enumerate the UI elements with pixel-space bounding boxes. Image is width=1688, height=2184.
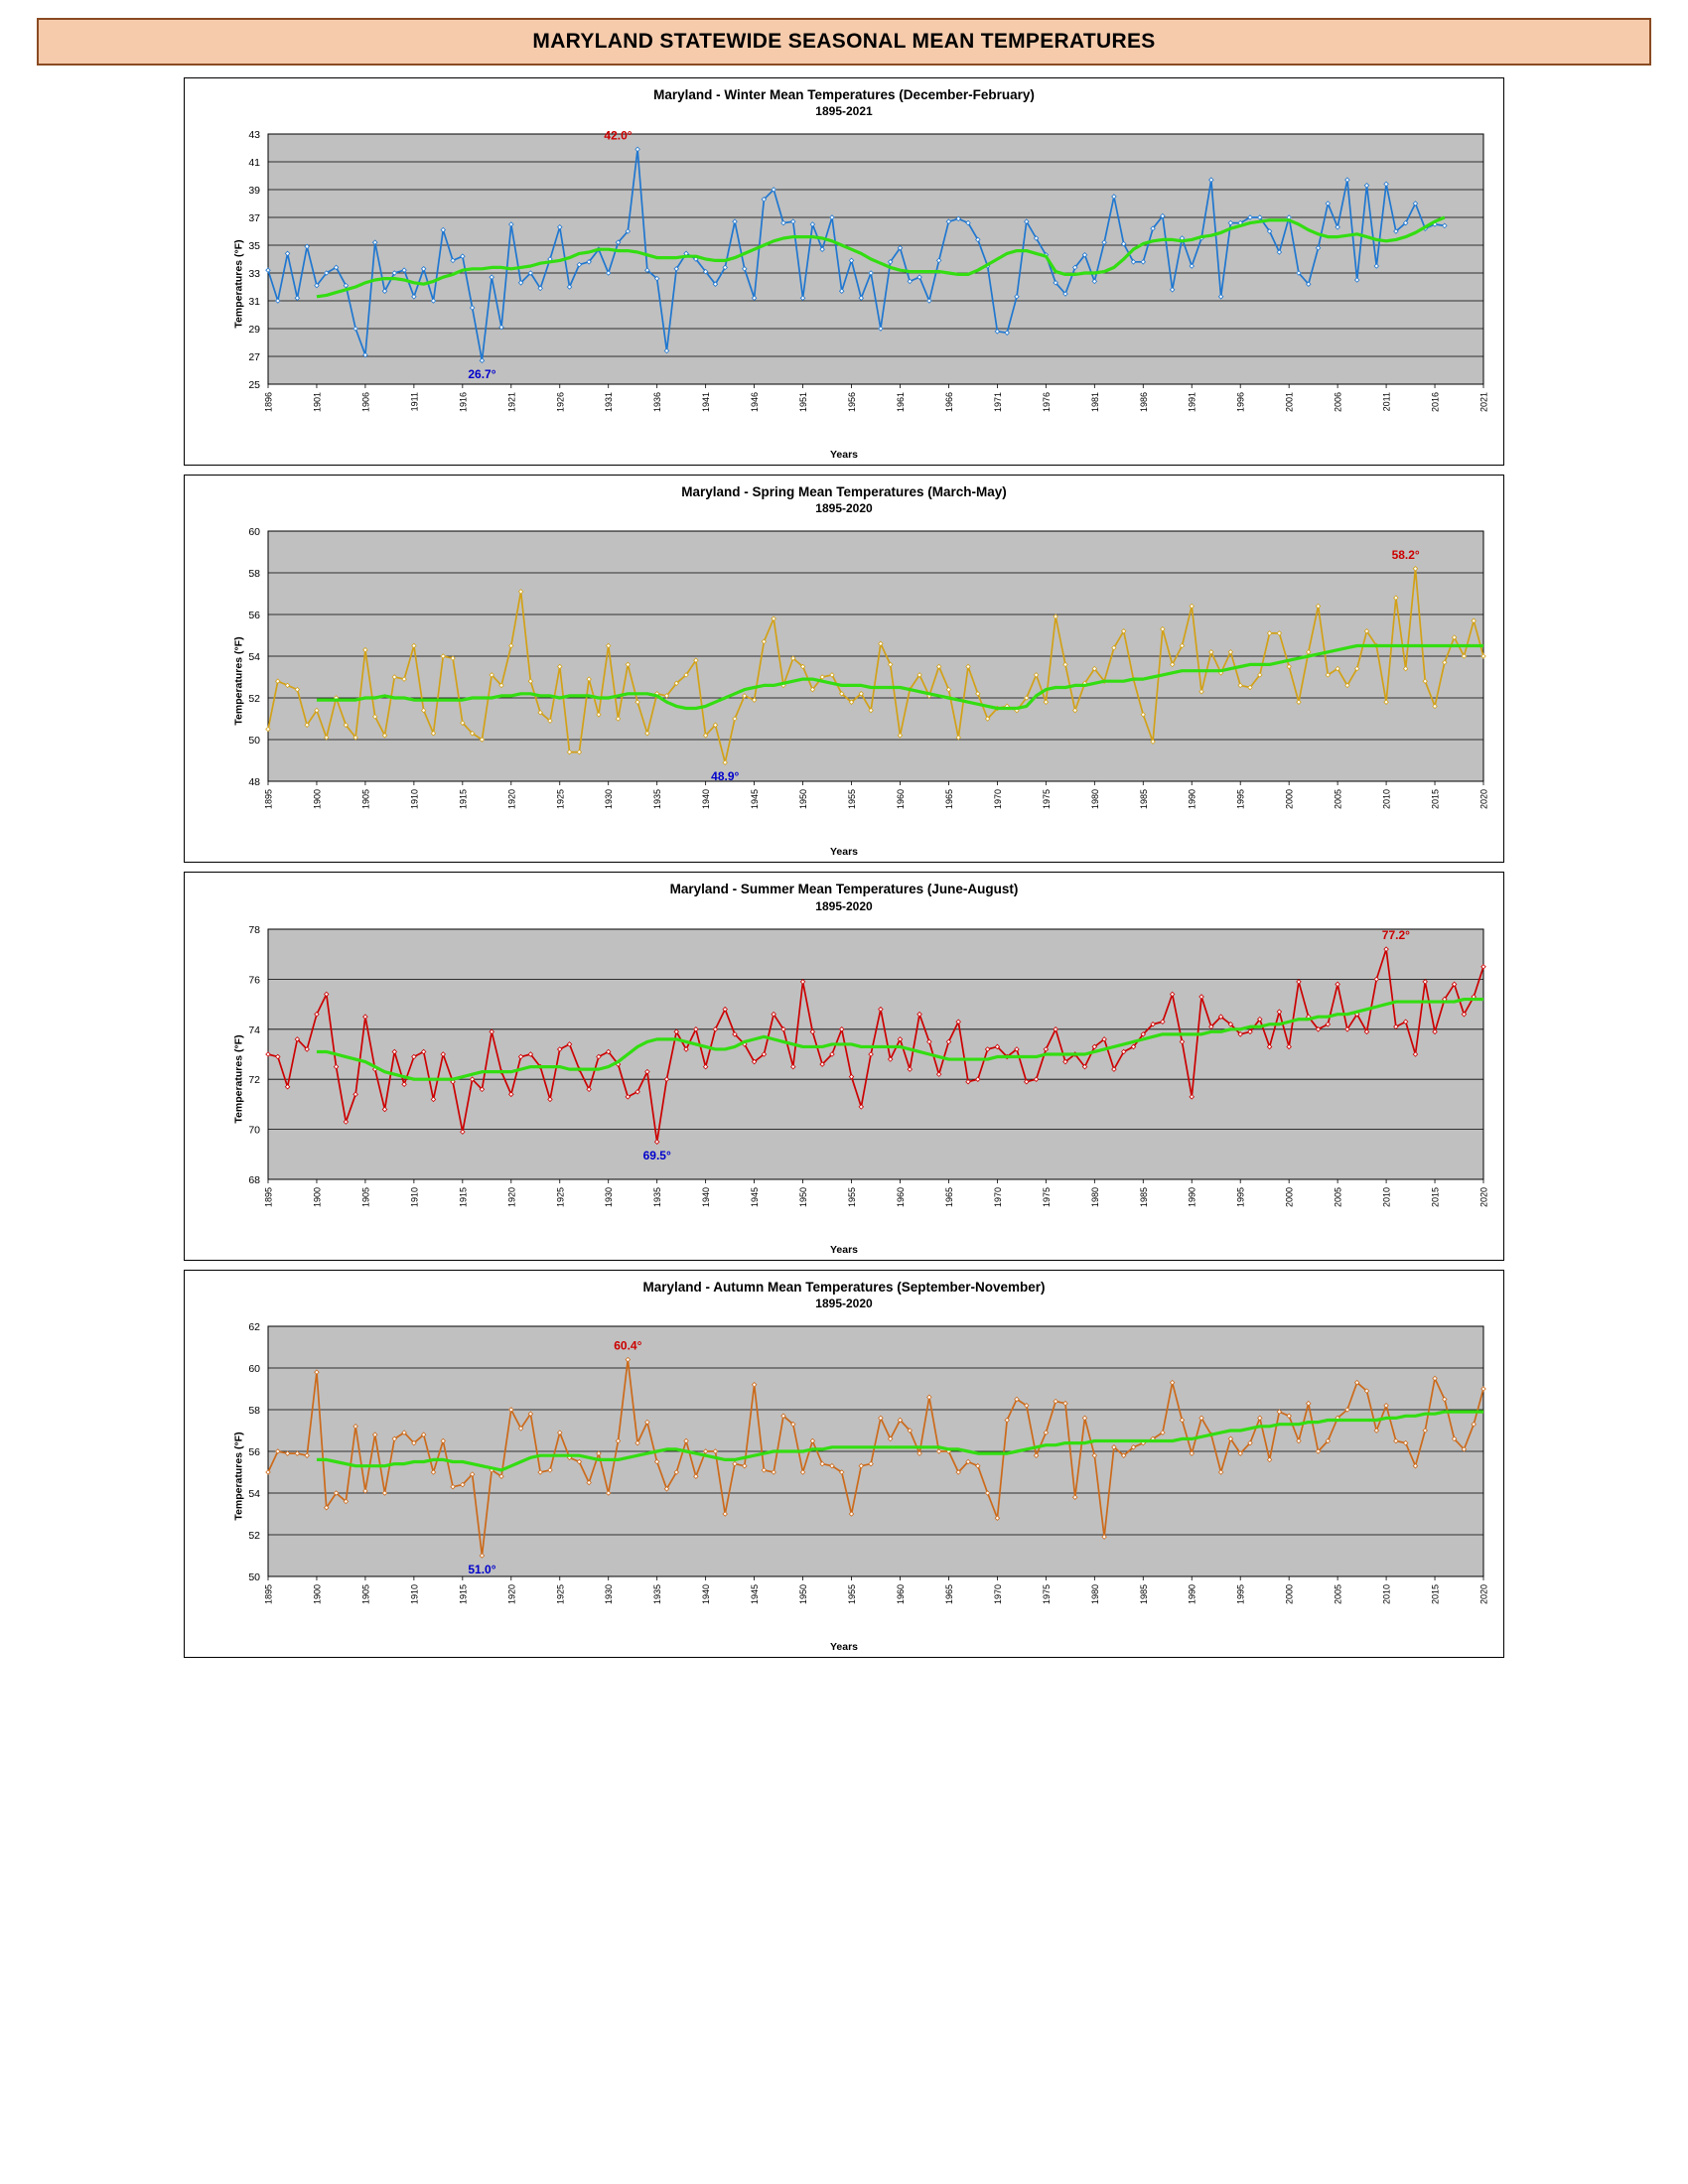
chart-subtitle-spring: 1895-2020 <box>815 501 873 516</box>
svg-text:48.9°: 48.9° <box>711 769 740 784</box>
svg-text:1980: 1980 <box>1089 789 1100 810</box>
svg-text:1960: 1960 <box>895 1186 906 1207</box>
svg-text:56: 56 <box>248 610 260 622</box>
svg-text:76: 76 <box>248 974 260 987</box>
svg-text:51.0°: 51.0° <box>468 1562 496 1576</box>
svg-text:1985: 1985 <box>1138 1583 1149 1604</box>
svg-text:1995: 1995 <box>1235 1583 1246 1604</box>
svg-text:1961: 1961 <box>895 392 906 413</box>
svg-text:26.7°: 26.7° <box>468 367 496 382</box>
x-axis-label-summer: Years <box>829 1243 859 1256</box>
svg-text:1980: 1980 <box>1089 1186 1100 1207</box>
svg-text:1950: 1950 <box>798 1186 809 1207</box>
svg-text:68: 68 <box>248 1173 260 1186</box>
svg-text:2005: 2005 <box>1333 789 1343 810</box>
svg-text:1935: 1935 <box>652 789 663 810</box>
svg-text:1920: 1920 <box>506 1186 517 1207</box>
y-axis-label-winter: Temperatures (°F) <box>232 239 245 329</box>
svg-text:1920: 1920 <box>506 1583 517 1604</box>
svg-text:1925: 1925 <box>555 789 566 810</box>
svg-text:27: 27 <box>248 351 260 364</box>
svg-text:50: 50 <box>248 1570 260 1583</box>
svg-text:1910: 1910 <box>409 789 420 810</box>
svg-text:60.4°: 60.4° <box>614 1338 642 1353</box>
svg-text:1956: 1956 <box>847 392 858 413</box>
svg-text:1970: 1970 <box>992 789 1003 810</box>
svg-text:1945: 1945 <box>750 789 761 810</box>
svg-text:1965: 1965 <box>943 1186 954 1207</box>
svg-text:37: 37 <box>248 212 260 225</box>
svg-text:35: 35 <box>248 240 260 253</box>
svg-text:1955: 1955 <box>847 1583 858 1604</box>
chart-panel-winter <box>184 77 1504 466</box>
svg-text:1980: 1980 <box>1089 1583 1100 1604</box>
svg-text:1901: 1901 <box>312 392 323 413</box>
svg-text:1991: 1991 <box>1187 392 1197 413</box>
svg-text:1996: 1996 <box>1235 392 1246 413</box>
svg-text:69.5°: 69.5° <box>642 1148 671 1162</box>
x-axis-label-winter: Years <box>829 449 859 462</box>
svg-text:1990: 1990 <box>1187 1186 1197 1207</box>
svg-text:1936: 1936 <box>652 392 663 413</box>
svg-text:50: 50 <box>248 735 260 748</box>
svg-text:1896: 1896 <box>263 392 274 413</box>
svg-text:1900: 1900 <box>312 789 323 810</box>
svg-text:1960: 1960 <box>895 789 906 810</box>
chart-subtitle-winter: 1895-2021 <box>815 104 873 119</box>
svg-text:1911: 1911 <box>409 392 420 412</box>
chart-title-summer: Maryland - Summer Mean Temperatures (June-August) <box>669 882 1019 897</box>
svg-text:1905: 1905 <box>360 789 371 810</box>
svg-text:1910: 1910 <box>409 1583 420 1604</box>
svg-text:2005: 2005 <box>1333 1583 1343 1604</box>
svg-text:1916: 1916 <box>458 392 469 413</box>
svg-text:1895: 1895 <box>263 789 274 810</box>
svg-text:1926: 1926 <box>555 392 566 413</box>
svg-text:1935: 1935 <box>652 1583 663 1604</box>
page-banner <box>37 18 1651 66</box>
svg-text:2015: 2015 <box>1430 789 1441 810</box>
svg-text:1900: 1900 <box>312 1186 323 1207</box>
svg-text:2005: 2005 <box>1333 1186 1343 1207</box>
svg-text:2006: 2006 <box>1333 392 1343 413</box>
svg-text:1975: 1975 <box>1041 1186 1052 1207</box>
svg-text:2020: 2020 <box>1478 789 1489 810</box>
chart-panel-spring <box>184 475 1504 863</box>
svg-text:1935: 1935 <box>652 1186 663 1207</box>
svg-text:1986: 1986 <box>1138 392 1149 413</box>
svg-text:2020: 2020 <box>1478 1186 1489 1207</box>
svg-text:1960: 1960 <box>895 1583 906 1604</box>
svg-text:1981: 1981 <box>1089 392 1100 413</box>
svg-text:1985: 1985 <box>1138 789 1149 810</box>
svg-text:1941: 1941 <box>701 392 712 413</box>
svg-text:54: 54 <box>248 1487 260 1500</box>
chart-area-spring <box>191 517 1497 845</box>
svg-text:1955: 1955 <box>847 789 858 810</box>
svg-text:1910: 1910 <box>409 1186 420 1207</box>
svg-text:2000: 2000 <box>1284 789 1295 810</box>
svg-text:54: 54 <box>248 651 260 664</box>
svg-text:1930: 1930 <box>604 789 615 810</box>
svg-text:58: 58 <box>248 1404 260 1417</box>
svg-text:1900: 1900 <box>312 1583 323 1604</box>
chart-subtitle-summer: 1895-2020 <box>815 898 873 913</box>
svg-text:2010: 2010 <box>1381 789 1392 810</box>
y-axis-label-spring: Temperatures (°F) <box>232 636 245 727</box>
svg-text:2021: 2021 <box>1478 392 1489 413</box>
svg-text:1906: 1906 <box>360 392 371 413</box>
svg-text:74: 74 <box>248 1024 260 1036</box>
svg-text:58: 58 <box>248 568 260 581</box>
svg-text:1971: 1971 <box>992 392 1003 413</box>
svg-text:1975: 1975 <box>1041 1583 1052 1604</box>
chart-svg-spring <box>191 517 1499 845</box>
svg-text:62: 62 <box>248 1320 260 1333</box>
svg-text:1966: 1966 <box>943 392 954 413</box>
svg-text:1995: 1995 <box>1235 789 1246 810</box>
svg-text:1921: 1921 <box>506 392 517 413</box>
svg-text:1965: 1965 <box>943 1583 954 1604</box>
x-axis-label-spring: Years <box>829 846 859 859</box>
svg-text:2001: 2001 <box>1284 392 1295 413</box>
x-axis-label-autumn: Years <box>829 1640 859 1653</box>
svg-text:77.2°: 77.2° <box>1381 927 1410 942</box>
svg-text:1950: 1950 <box>798 1583 809 1604</box>
svg-text:2000: 2000 <box>1284 1186 1295 1207</box>
svg-text:1945: 1945 <box>750 1186 761 1207</box>
svg-text:1940: 1940 <box>701 789 712 810</box>
svg-text:72: 72 <box>248 1073 260 1086</box>
svg-text:1985: 1985 <box>1138 1186 1149 1207</box>
svg-text:25: 25 <box>248 379 260 392</box>
chart-area-summer <box>191 915 1497 1243</box>
y-axis-label-summer: Temperatures (°F) <box>232 1034 245 1124</box>
svg-text:1976: 1976 <box>1041 392 1052 413</box>
svg-text:2020: 2020 <box>1478 1583 1489 1604</box>
svg-text:48: 48 <box>248 776 260 789</box>
svg-text:1950: 1950 <box>798 789 809 810</box>
svg-text:2016: 2016 <box>1430 392 1441 413</box>
svg-text:1940: 1940 <box>701 1583 712 1604</box>
svg-text:1925: 1925 <box>555 1583 566 1604</box>
svg-text:1925: 1925 <box>555 1186 566 1207</box>
chart-title-spring: Maryland - Spring Mean Temperatures (March-May) <box>681 484 1007 500</box>
svg-text:33: 33 <box>248 268 260 281</box>
svg-text:1946: 1946 <box>750 392 761 413</box>
svg-text:1905: 1905 <box>360 1186 371 1207</box>
svg-text:70: 70 <box>248 1124 260 1137</box>
svg-text:1940: 1940 <box>701 1186 712 1207</box>
svg-text:43: 43 <box>248 129 260 142</box>
svg-text:1915: 1915 <box>458 789 469 810</box>
chart-area-winter <box>191 120 1497 448</box>
svg-text:2010: 2010 <box>1381 1583 1392 1604</box>
svg-text:60: 60 <box>248 526 260 539</box>
svg-text:1915: 1915 <box>458 1186 469 1207</box>
svg-text:1965: 1965 <box>943 789 954 810</box>
chart-subtitle-autumn: 1895-2020 <box>815 1296 873 1310</box>
page-title: MARYLAND STATEWIDE SEASONAL MEAN TEMPERATURES <box>532 30 1156 53</box>
svg-text:56: 56 <box>248 1445 260 1458</box>
svg-text:1895: 1895 <box>263 1583 274 1604</box>
svg-text:1931: 1931 <box>604 392 615 413</box>
svg-text:31: 31 <box>248 296 260 309</box>
svg-text:1975: 1975 <box>1041 789 1052 810</box>
chart-svg-summer <box>191 915 1499 1243</box>
svg-text:1930: 1930 <box>604 1583 615 1604</box>
svg-text:1951: 1951 <box>798 392 809 413</box>
svg-text:1930: 1930 <box>604 1186 615 1207</box>
y-axis-label-autumn: Temperatures (°F) <box>232 1432 245 1521</box>
chart-panel-summer <box>184 872 1504 1260</box>
svg-text:2011: 2011 <box>1381 392 1392 412</box>
svg-text:1920: 1920 <box>506 789 517 810</box>
svg-text:78: 78 <box>248 923 260 936</box>
svg-text:1970: 1970 <box>992 1186 1003 1207</box>
svg-text:1990: 1990 <box>1187 789 1197 810</box>
svg-text:2010: 2010 <box>1381 1186 1392 1207</box>
svg-text:2000: 2000 <box>1284 1583 1295 1604</box>
svg-text:1990: 1990 <box>1187 1583 1197 1604</box>
chart-svg-autumn <box>191 1312 1499 1640</box>
chart-title-winter: Maryland - Winter Mean Temperatures (December-February) <box>653 87 1035 102</box>
svg-text:1915: 1915 <box>458 1583 469 1604</box>
svg-text:58.2°: 58.2° <box>1391 548 1420 563</box>
svg-text:1905: 1905 <box>360 1583 371 1604</box>
chart-title-autumn: Maryland - Autumn Mean Temperatures (September-November) <box>642 1279 1046 1295</box>
svg-text:1895: 1895 <box>263 1186 274 1207</box>
svg-text:52: 52 <box>248 693 260 706</box>
chart-svg-winter <box>191 120 1499 448</box>
svg-text:1995: 1995 <box>1235 1186 1246 1207</box>
svg-text:1970: 1970 <box>992 1583 1003 1604</box>
svg-text:39: 39 <box>248 185 260 198</box>
svg-text:52: 52 <box>248 1529 260 1542</box>
svg-text:41: 41 <box>248 157 260 170</box>
svg-text:2015: 2015 <box>1430 1186 1441 1207</box>
svg-text:2015: 2015 <box>1430 1583 1441 1604</box>
chart-panel-autumn <box>184 1270 1504 1658</box>
svg-text:1945: 1945 <box>750 1583 761 1604</box>
svg-text:60: 60 <box>248 1362 260 1375</box>
svg-text:29: 29 <box>248 324 260 337</box>
svg-text:1955: 1955 <box>847 1186 858 1207</box>
svg-text:42.0°: 42.0° <box>604 128 633 143</box>
chart-area-autumn <box>191 1312 1497 1640</box>
